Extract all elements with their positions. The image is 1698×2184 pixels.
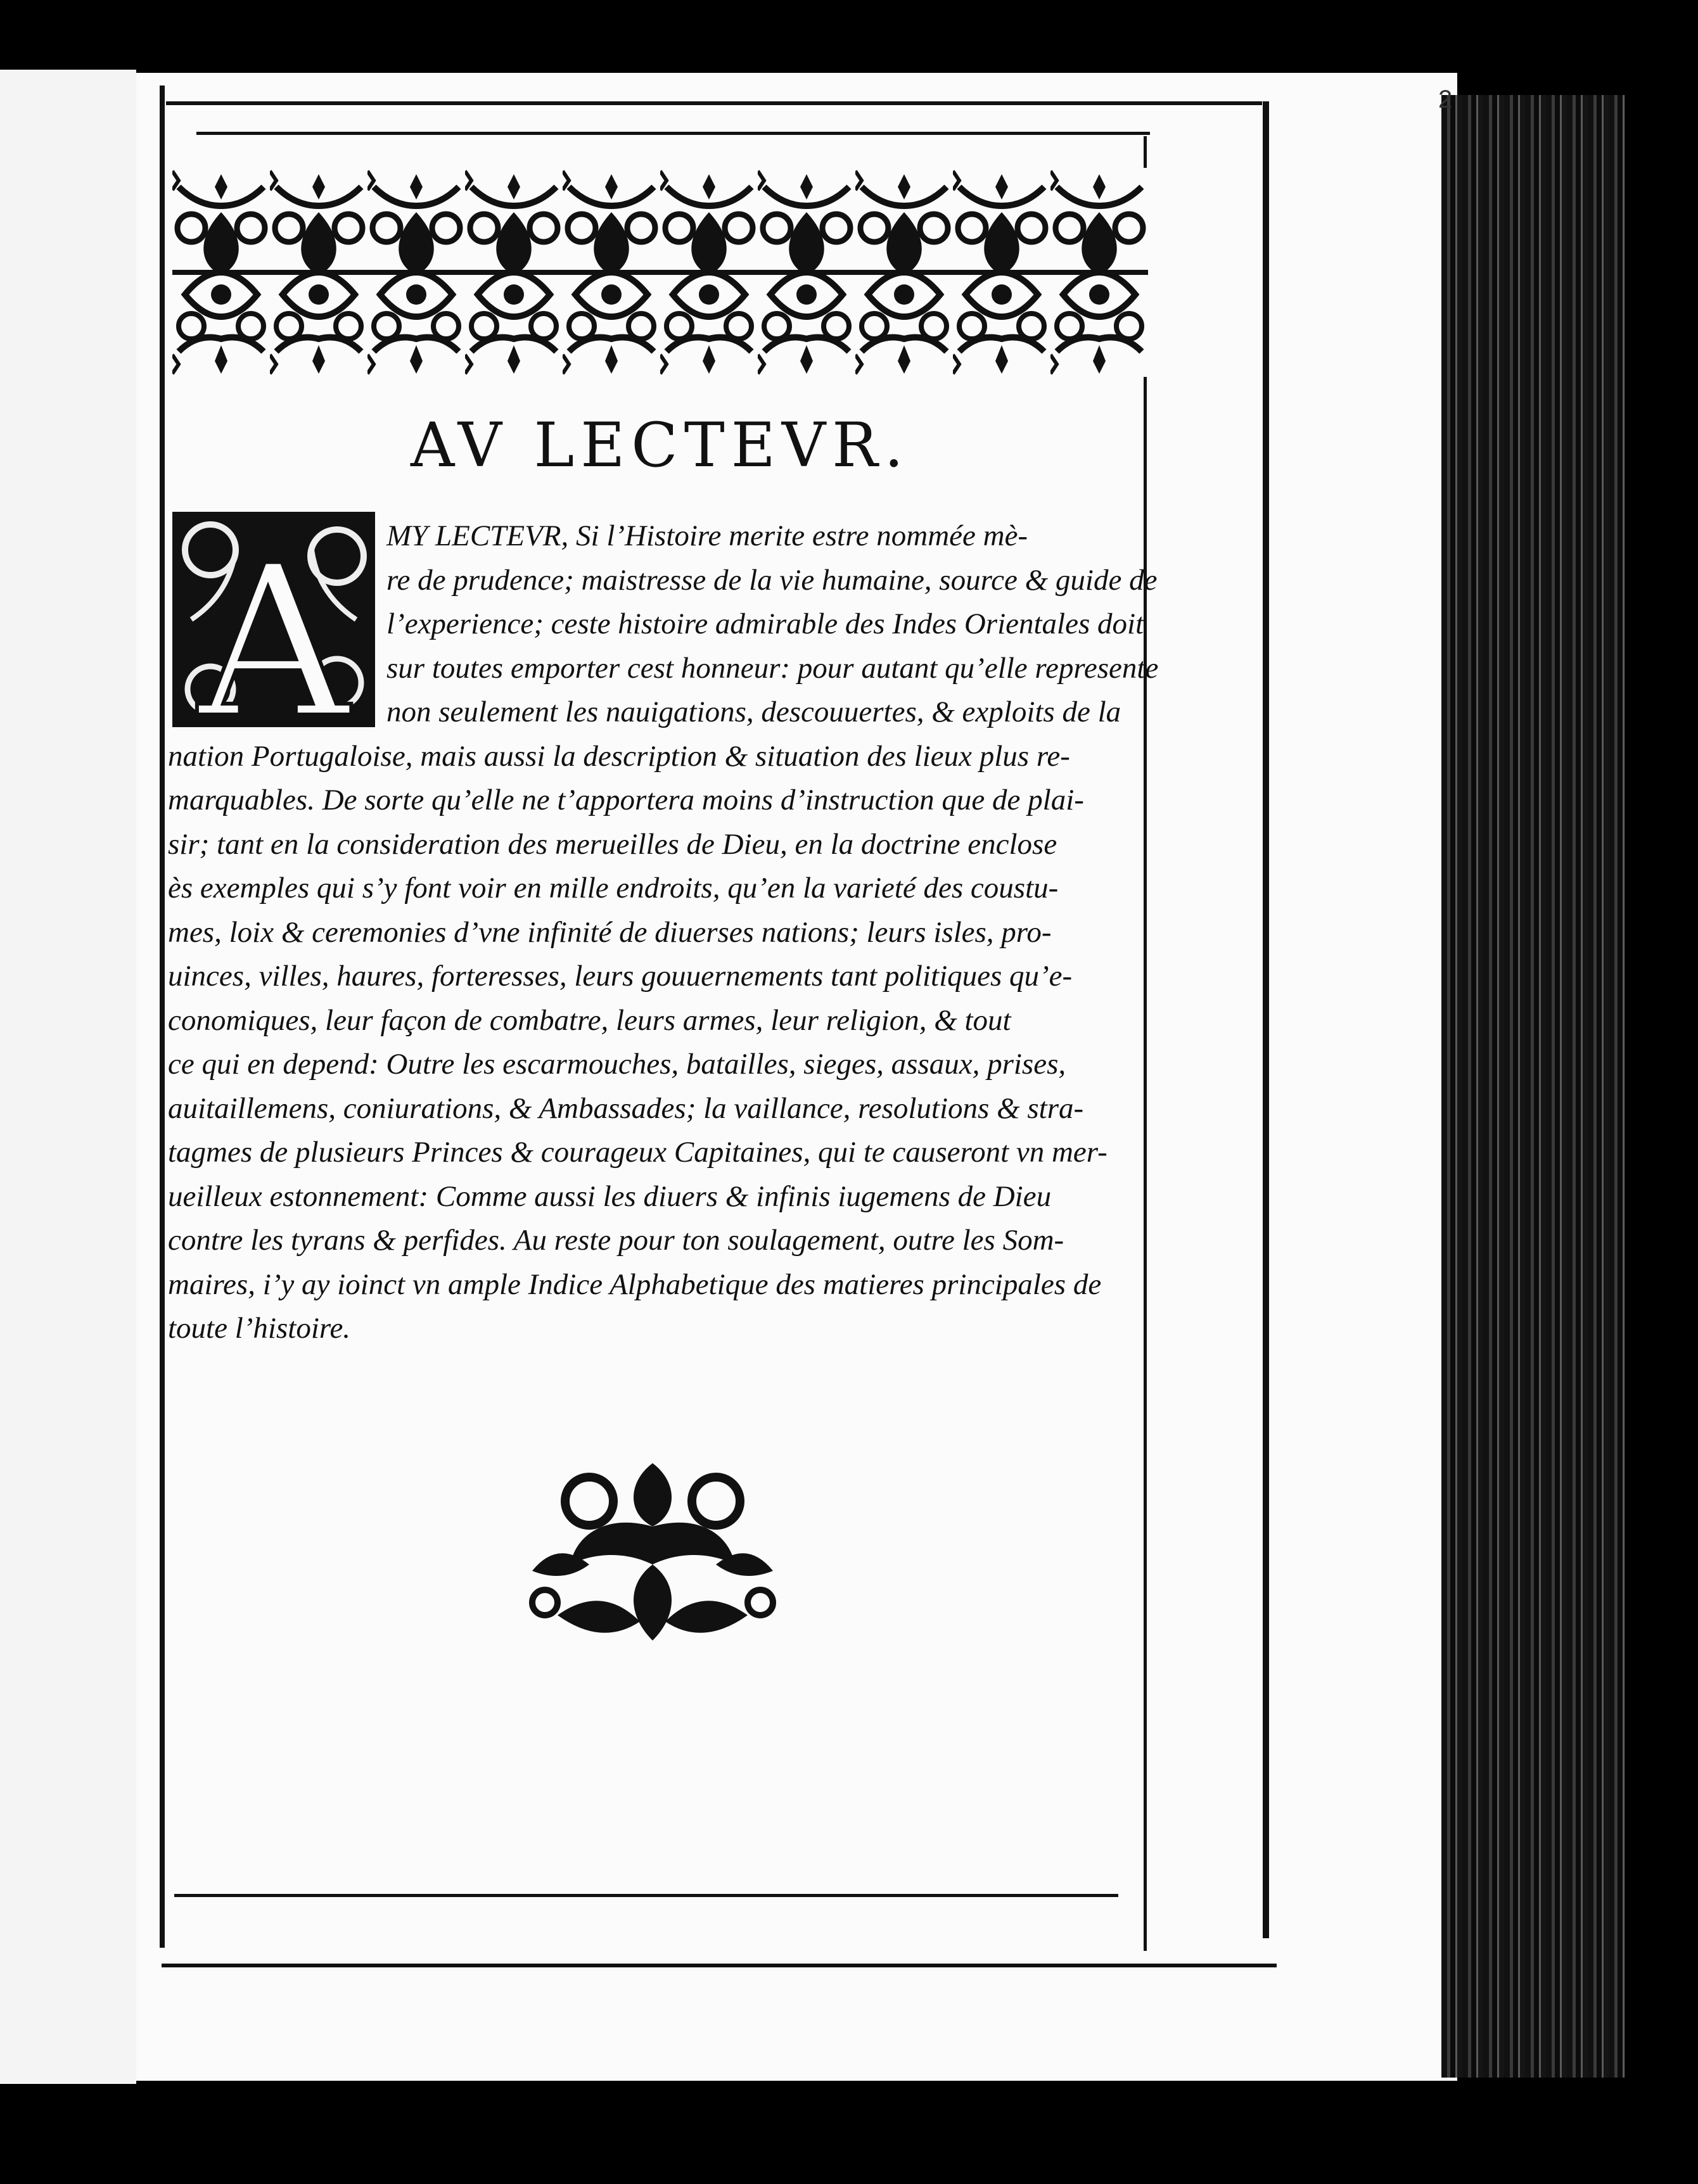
text-line: l’experience; ceste histoire admirable des Indes Orientales doit — [386, 607, 1144, 640]
facing-page-edge — [0, 70, 136, 2084]
text-line: maires, i’y ay ioinct vn ample Indice Alphabetique des matieres principales de — [168, 1267, 1102, 1301]
frame-line-bottom — [162, 1964, 1277, 1967]
text-line: re de prudence; maistresse de la vie humaine, source & guide de — [386, 563, 1158, 597]
corner-mark: 2 — [1438, 86, 1453, 113]
text-line: ès exemples qui s’y font voir en mille endroits, qu’en la varieté des coustu- — [168, 872, 1059, 905]
text-line: sir; tant en la consideration des merueilles de Dieu, en la doctrine enclose — [168, 827, 1057, 861]
text-line: auitaillemens, coniurations, & Ambassades; la vaillance, resolutions & stra- — [168, 1091, 1084, 1125]
text-line: uinces, villes, haures, forteresses, leurs gouuernements tant politiques qu’e- — [168, 960, 1073, 993]
text-line: sur toutes emporter cest honneur: pour autant qu’elle represente — [386, 651, 1159, 685]
page-edges — [1441, 95, 1625, 2078]
text-line: conomiques, leur façon de combatre, leurs armes, leur religion, & tout — [168, 1003, 1011, 1037]
frame-line-left — [160, 86, 165, 1948]
top-rule — [196, 132, 1150, 135]
frame-line-top — [166, 101, 1262, 105]
right-rule — [1144, 136, 1147, 1951]
ornamental-headband — [172, 168, 1148, 377]
bottom-rule — [174, 1894, 1118, 1897]
page-heading: AV LECTEVR. — [411, 410, 910, 481]
text-line: ce qui en depend: Outre les escarmouches, batailles, sieges, assaux, prises, — [168, 1048, 1066, 1081]
text-line: contre les tyrans & perfides. Au reste pour ton soulagement, outre les Som- — [168, 1224, 1064, 1257]
dropcap-letter: A — [198, 521, 350, 727]
text-line: mes, loix & ceremonies d’vne infinité de diuerses nations; leurs isles, pro- — [168, 915, 1052, 949]
text-line: toute l’histoire. — [168, 1312, 351, 1345]
text-line: MY LECTEVR, Si l’Histoire merite estre nommée mè- — [386, 519, 1028, 552]
text-line: nation Portugaloise, mais aussi la description & situation des lieux plus re- — [168, 739, 1070, 773]
preface-text — [168, 514, 1159, 1351]
frame-line-right — [1263, 101, 1269, 1938]
text-line: non seulement les nauigations, descouuertes, & exploits de la — [386, 695, 1121, 728]
text-line: marquables. De sorte qu’elle ne t’apportera moins d’instruction que de plai- — [168, 784, 1084, 816]
text-line: tagmes de plusieurs Princes & courageux Capitaines, qui te causeront vn mer- — [168, 1136, 1108, 1169]
text-line: ueilleux estonnement: Comme aussi les diuers & infinis iugemens de Dieu — [168, 1179, 1052, 1213]
tailpiece-ornament — [520, 1457, 786, 1653]
